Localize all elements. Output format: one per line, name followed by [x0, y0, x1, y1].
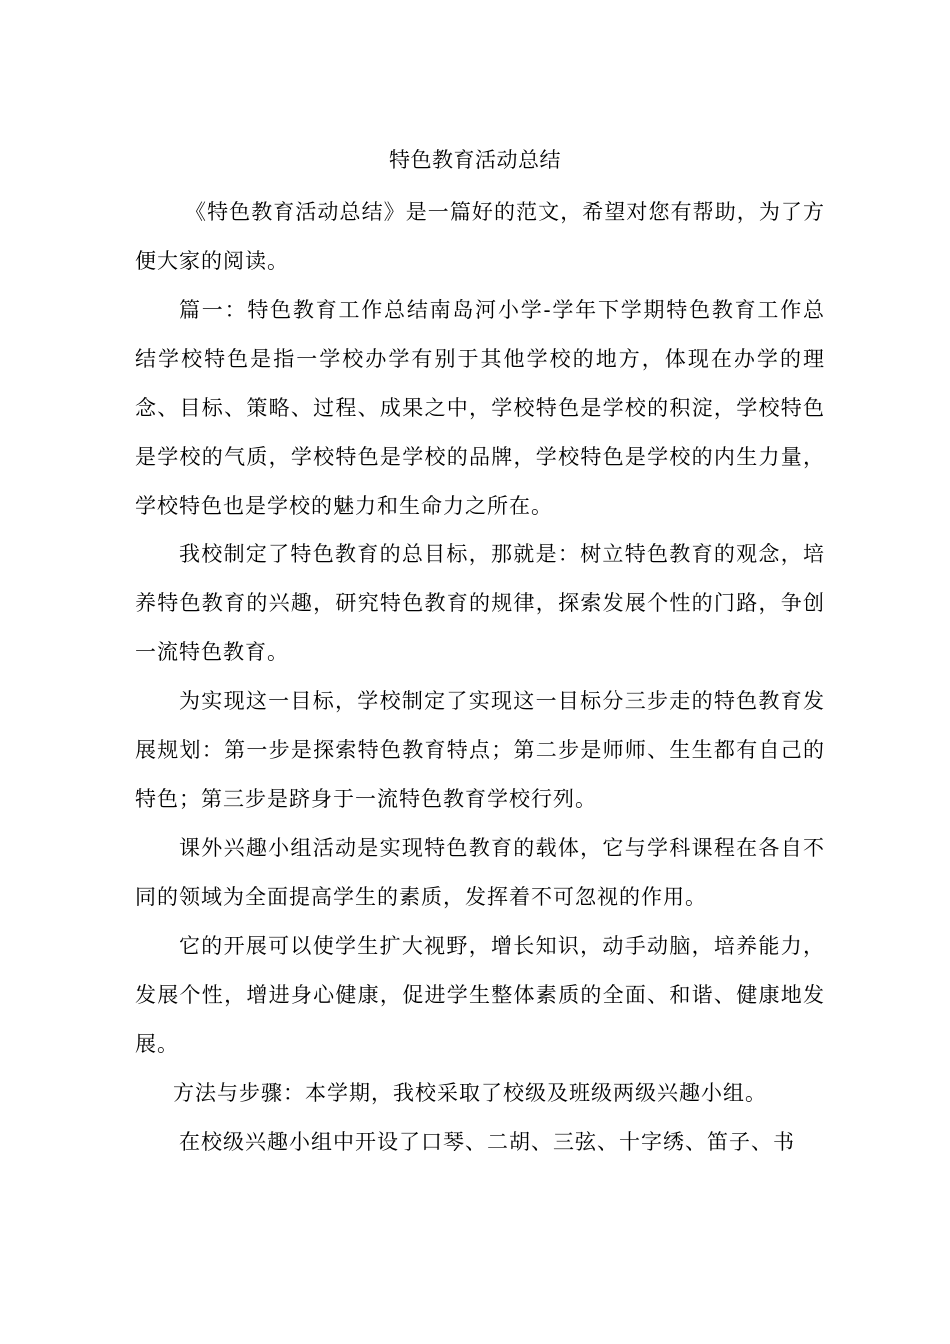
document-title: 特色教育活动总结	[389, 148, 561, 172]
paragraph-interest-groups: 课外兴趣小组活动是实现特色教育的载体，它与学科课程在各自不同的领域为全面提高学生的素质，发挥着不可忽视的作用。	[135, 836, 825, 909]
paragraph-benefits: 它的开展可以使学生扩大视野，增长知识，动手动脑，培养能力，发展个性，增进身心健康，促进学生整体素质的全面、和谐、健康地发展。	[135, 934, 825, 1056]
paragraph-school-feature: 篇一：特色教育工作总结南岛河小学-学年下学期特色教育工作总结学校特色是指一学校办学有别于其他学校的地方，体现在办学的理念、目标、策略、过程、成果之中，学校特色是学校的积淀，学校特色是学校的气质，学校特色是学校的品牌，学校特色是学校的内生力量，学校特色也是学校的魅力和生命力之所在。	[135, 298, 825, 518]
paragraph-method: 方法与步骤：本学期，我校采取了校级及班级两级兴趣小组。	[173, 1081, 767, 1105]
paragraph-school-groups: 在校级兴趣小组中开设了口琴、二胡、三弦、十字绣、笛子、书	[179, 1130, 795, 1154]
paragraph-overall-goal: 我校制定了特色教育的总目标，那就是：树立特色教育的观念，培养特色教育的兴趣，研究特色教育的规律，探索发展个性的门路，争创一流特色教育。	[135, 542, 825, 664]
paragraph-three-step-plan: 为实现这一目标，学校制定了实现这一目标分三步走的特色教育发展规划：第一步是探索特色教育特点；第二步是师师、生生都有自己的特色；第三步是跻身于一流特色教育学校行列。	[135, 689, 825, 811]
paragraph-intro: 《特色教育活动总结》是一篇好的范文，希望对您有帮助，为了方便大家的阅读。	[135, 200, 825, 273]
